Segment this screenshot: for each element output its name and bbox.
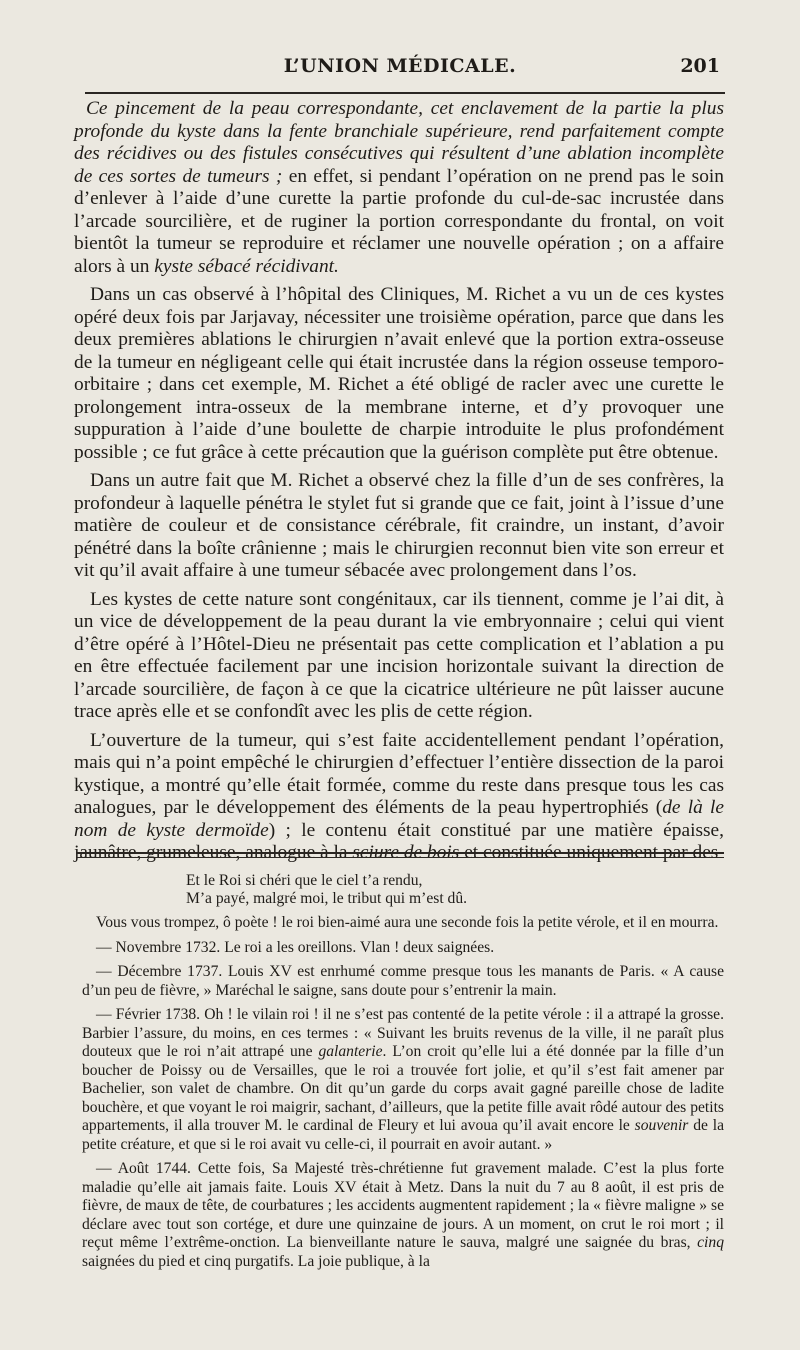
- page-number: 201: [680, 55, 720, 77]
- paragraph-5-italic-1: de là le nom de kyste dermoïde: [74, 797, 724, 841]
- header-rule: [85, 92, 725, 94]
- feuilleton-paragraph-4-b: . L’on croit qu’elle lui a été donnée par la fille d’un boucher de Poissy ou de Versailles, que le roi a trouvée fort jolie, et qu’il s’est fait amener par Bachelier, son valet de chambre. On dit qu’un garde du corps avait gagné pareille chose de ladite bouchère, et que voyant le roi maigrir, sachant, d’ailleurs, que la petite fille avait rôdé autour des petits appartements, il alla trouver M. le cardinal de Fleury et lui avoua qu’il avait encore le: [82, 1043, 724, 1134]
- running-title: L’UNION MÉDICALE.: [283, 55, 517, 77]
- feuilleton-paragraph-5-b: saignées du pied et cinq purgatifs. La joie publique, à la: [82, 1252, 430, 1270]
- verse-line-1: Et le Roi si chéri que le ciel t’a rendu,: [186, 872, 423, 889]
- feuilleton-paragraph-4-italic-2: souvenir: [634, 1117, 689, 1134]
- paragraph-1-italic: Ce pincement de la peau correspondante, cet enclavement de la partie la plus profonde du kyste dans la fente branchiale supérieure, rend parfaitement compte des récidives ou des fistules consécutives qui résultent d’une ablation incomplète de ces sortes de tumeurs ;: [74, 98, 724, 187]
- paragraph-5-c: et constituée uniquement par des: [459, 842, 719, 863]
- feuilleton-paragraph-5-a: — Août 1744. Cette fois, Sa Majesté très-chrétienne fut gravement malade. C’est la plus forte maladie qu’elle ait jamais faite. Louis XV était à Metz. Dans la nuit du 7 au 8 août, il est pris de fièvre, de maux de tête, de courbatures ; les accidents augmentent rapidement ; la « fièvre maligne » se déclare avec tout son cortége, et dure une quinzaine de jours. A un moment, on crut le roi mort ; il reçut même l’extrême-onction. La bienveillante nature le sauva, malgré une saignée du bras,: [82, 1160, 724, 1251]
- feuilleton-body: [82, 914, 724, 1277]
- verse-line-2: M’a payé, malgré moi, le tribut qui m’est dû.: [186, 890, 468, 907]
- feuilleton-paragraph-4-italic-1: galanterie: [318, 1043, 383, 1060]
- feuilleton-paragraph-4-a: — Février 1738. Oh ! le vilain roi ! il ne s’est pas contenté de la petite vérole : il a attrapé la grosse. Barbier l’assure, du moins, en ces termes : « Suivant les bruits revenus de la ville, il ne paraît plus douteux que le roi n’ait attrapé une: [82, 1006, 724, 1060]
- feuilleton-paragraph-1: Vous vous trompez, ô poète ! le roi bien-aimé aura une seconde fois la petite vérole, et il en mourra.: [96, 914, 719, 931]
- feuilleton-paragraph-4-c: de la petite créature, et que si le roi avait vu celle-ci, il pourrait en avoir autant. »: [82, 1117, 724, 1153]
- paragraph-1-text: en effet, si pendant l’opération on ne prend pas le soin d’enlever à l’aide d’une curette la partie profonde du cul-de-sac incrustée dans l’arcade sourcilière, et de ruginer la portion correspondante du frontal, on voit bientôt la tumeur se reproduire et réclamer une nouvelle opération ; on a affaire alors à un: [74, 165, 724, 277]
- paragraph-5-b: ) ; le contenu était constitué par une matière épaisse, jaunâtre, grumeleuse, analogue à la: [74, 819, 724, 863]
- page-header: [0, 55, 800, 85]
- paragraph-1: [74, 98, 724, 278]
- verse-quote: [186, 872, 706, 908]
- paragraph-5-a: L’ouverture de la tumeur, qui s’est faite accidentellement pendant l’opération, mais qui n’a point empêché le chirurgien d’effectuer l’entière dissection de la paroi kystique, a montré qu’elle était formée, comme du reste dans presque tous les cas analogues, par le développement des éléments de la peau hypertrophiés (: [74, 729, 724, 818]
- feuilleton-rule: [76, 852, 724, 858]
- feuilleton-paragraph-5: [82, 1160, 724, 1271]
- feuilleton-paragraph-3: — Décembre 1737. Louis XV est enrhumé comme presque tous les manants de Paris. « A cause d’un peu de fièvre, » Maréchal le saigne, sans doute pour s’entrenir la main.: [82, 963, 724, 999]
- paragraph-5-italic-2: sciure de bois: [352, 842, 460, 863]
- paragraph-4: Les kystes de cette nature sont congénitaux, car ils tiennent, comme je l’ai dit, à un vice de développement de la peau durant la vie embryonnaire ; celui qui vient d’être opéré à l’Hôtel-Dieu ne présentait pas cette complication et l’ablation a pu en être effectuée facilement par une incision horizontale suivant la direction de l’arcade sourcilière, de façon à ce que la cicatrice ultérieure ne pût laisser aucune trace après elle et se confondît avec les plis de cette région.: [74, 588, 724, 722]
- article-body: [74, 98, 724, 871]
- feuilleton-paragraph-2: — Novembre 1732. Le roi a les oreillons. Vlan ! deux saignées.: [96, 938, 495, 956]
- paragraph-2: Dans un cas observé à l’hôpital des Cliniques, M. Richet a vu un de ces kystes opéré deux fois par Jarjavay, nécessiter une troisième opération, parce que dans les deux premières ablations le chirurgien n’avait enlevé que la portion extra-osseuse de la tumeur en négligeant celle qui était incrustée dans la région osseuse temporo-orbitaire ; dans cet exemple, M. Richet a été obligé de racler avec une curette le prolongement intra-osseux de la membrane interne, et d’y provoquer une suppuration à l’aide d’une boulette de charpie introduite le plus profondément possible ; ce fut grâce à cette précaution que la guérison complète put être obtenue.: [74, 284, 724, 463]
- feuilleton-paragraph-4: [82, 1006, 724, 1154]
- paragraph-3: Dans un autre fait que M. Richet a observé chez la fille d’un de ses confrères, la profondeur à laquelle pénétra le stylet fut si grande que ce fait, joint à l’issue d’une matière de couleur et de consistance cérébrale, fit craindre, un instant, d’avoir pénétré dans la boîte crânienne ; mais le chirurgien reconnut bien vite son erreur et vit qu’il avait affaire à une tumeur sébacée avec prolongement dans l’os.: [74, 470, 724, 581]
- paragraph-1-end-italic: kyste sébacé récidivant.: [154, 255, 339, 277]
- paragraph-5: [74, 730, 724, 865]
- feuilleton-paragraph-5-italic: cinq: [697, 1234, 724, 1251]
